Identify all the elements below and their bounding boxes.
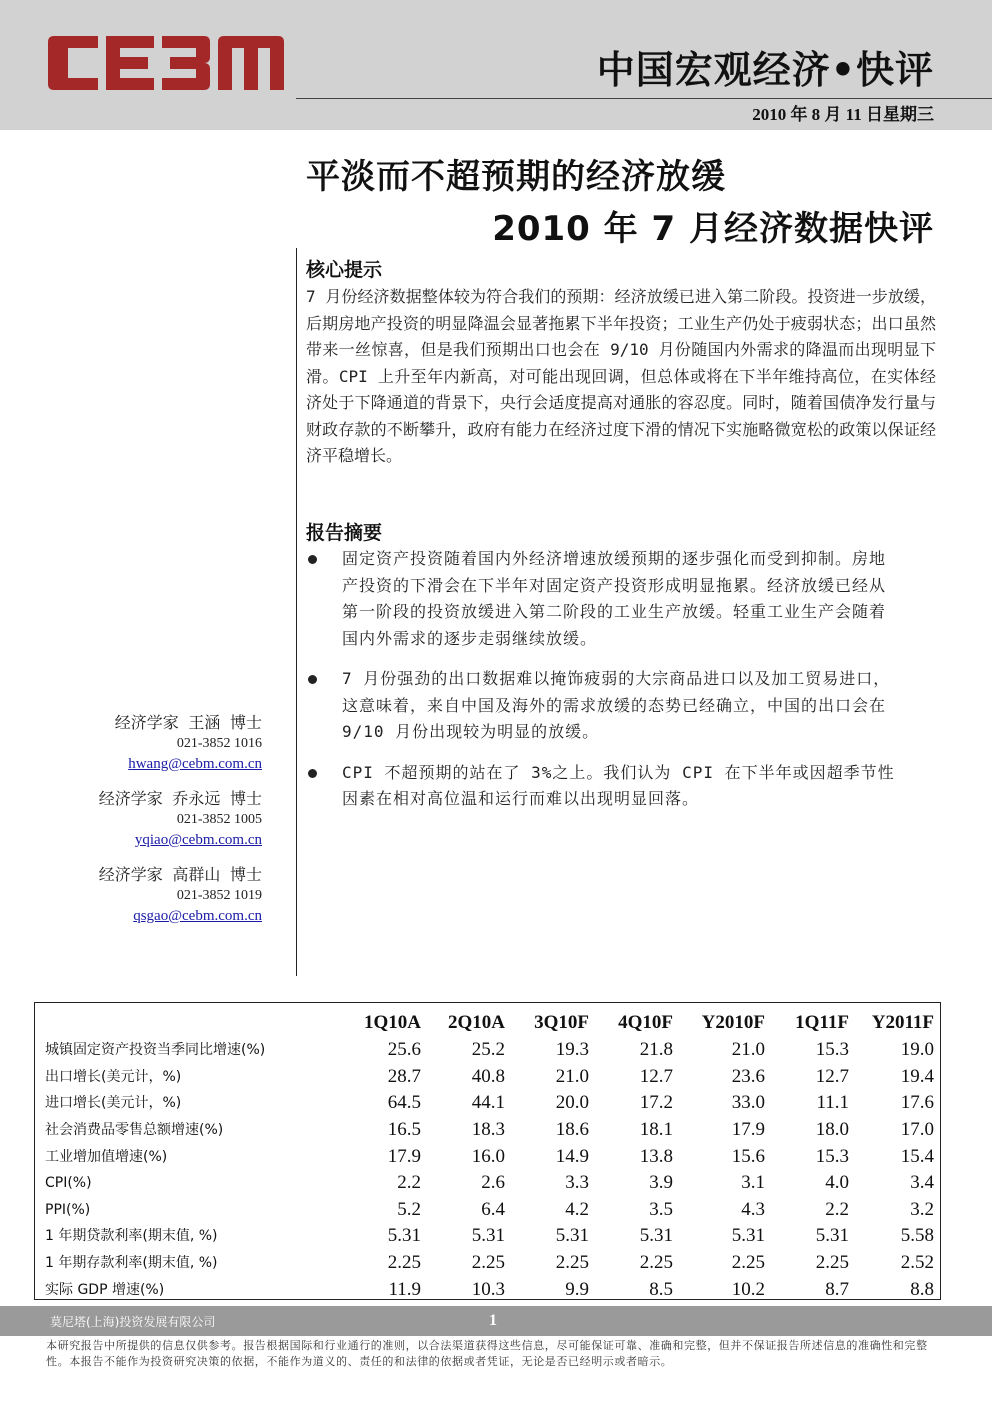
table-cell: 17.9 — [731, 1119, 765, 1141]
author-phone: 021-3852 1005 — [176, 812, 262, 827]
table-cell: 21.0 — [555, 1065, 589, 1087]
table-row — [35, 1064, 940, 1091]
publication-title: 中国宏观经济•快评 — [596, 48, 934, 92]
author-name: 经济学家 高群山 博士 — [98, 865, 262, 884]
table-cell: 19.0 — [900, 1039, 934, 1061]
table-cell: 25.6 — [387, 1039, 421, 1061]
table-cell: 2.25 — [639, 1252, 673, 1274]
table-row — [35, 1223, 940, 1250]
column-header — [35, 1009, 335, 1037]
footer-company: 莫尼塔(上海)投资发展有限公司 — [50, 1315, 216, 1329]
table-cell: 18.3 — [471, 1119, 505, 1141]
core-heading: 核心提示 — [306, 259, 383, 281]
table-cell: 2.6 — [481, 1172, 505, 1194]
table-cell: 25.2 — [471, 1039, 505, 1061]
report-subtitle: 2010 年 7 月经济数据快评 — [492, 209, 934, 249]
table-cell: 10.2 — [731, 1278, 765, 1300]
bullet-icon — [308, 555, 317, 564]
table-cell: 16.5 — [387, 1119, 421, 1141]
report-title: 平淡而不超预期的经济放缓 — [306, 157, 726, 197]
row-label: 1 年期贷款利率(期末值, %) — [45, 1228, 218, 1245]
table-cell: 8.7 — [825, 1278, 849, 1300]
table-cell: 21.8 — [639, 1039, 673, 1061]
author-card — [22, 788, 262, 850]
table-cell: 18.0 — [815, 1119, 849, 1141]
column-header: 3Q10F — [534, 1012, 589, 1033]
row-label: 实际 GDP 增速(%) — [45, 1281, 165, 1298]
author-email-link[interactable]: yqiao@cebm.com.cn — [134, 832, 262, 848]
table-cell: 23.6 — [731, 1065, 765, 1087]
row-label: CPI(%) — [45, 1175, 92, 1192]
disclaimer-text: 本研究报告中所提供的信息仅供参考。报告根据国际和行业通行的准则，以合法渠道获得这些信息，尽可能保证可靠、准确和完整，但并不保证报告所述信息的准确性和完整性。本报告不能作为投资研究决策的依据，不能作为道义的、责任的和法律的依据或者凭证，无论是否已经明示或者暗示。 — [46, 1339, 928, 1368]
table-row — [35, 1143, 940, 1170]
table-row — [35, 1090, 940, 1117]
table-cell: 15.6 — [731, 1145, 765, 1167]
table-cell: 8.8 — [910, 1278, 934, 1300]
table-cell: 3.1 — [741, 1172, 765, 1194]
table-cell: 15.3 — [815, 1039, 849, 1061]
table-cell: 9.9 — [565, 1278, 589, 1300]
table-cell: 5.31 — [387, 1225, 421, 1247]
table-cell: 5.31 — [815, 1225, 849, 1247]
table-cell: 16.0 — [471, 1145, 505, 1167]
row-label: PPI(%) — [45, 1201, 91, 1218]
forecast-table — [35, 1009, 940, 1303]
bullet-text: 7 月份强劲的出口数据难以掩饰疲弱的大宗商品进口以及加工贸易进口，这意味着，来自中国及海外的需求放缓的态势已经确立，中国的出口会在 9/10 月份出现较为明显的放缓。 — [342, 669, 891, 741]
table-cell: 20.0 — [555, 1092, 589, 1114]
table-cell: 19.3 — [555, 1039, 589, 1061]
table-cell: 17.9 — [387, 1145, 421, 1167]
table-cell: 3.3 — [565, 1172, 589, 1194]
table-cell: 5.31 — [639, 1225, 673, 1247]
author-name: 经济学家 乔永远 博士 — [98, 789, 262, 808]
table-cell: 28.7 — [387, 1065, 421, 1087]
table-cell: 5.31 — [555, 1225, 589, 1247]
column-header: Y2010F — [701, 1012, 765, 1033]
cebm-logo — [46, 28, 288, 98]
bullet-icon — [308, 769, 317, 778]
table-cell: 11.1 — [816, 1092, 849, 1114]
table-cell: 44.1 — [471, 1092, 505, 1114]
table-cell: 15.3 — [815, 1145, 849, 1167]
author-list — [22, 712, 262, 940]
column-header: 2Q10A — [448, 1012, 505, 1033]
row-label: 1 年期存款利率(期末值, %) — [45, 1255, 218, 1272]
author-name: 经济学家 王涵 博士 — [114, 713, 262, 732]
table-cell: 2.52 — [900, 1252, 934, 1274]
column-divider — [296, 248, 297, 976]
header-divider — [296, 98, 992, 99]
table-cell: 17.0 — [900, 1119, 934, 1141]
list-item — [306, 760, 902, 813]
table-cell: 5.2 — [397, 1198, 421, 1220]
author-card — [22, 712, 262, 774]
table-cell: 64.5 — [387, 1092, 421, 1114]
table-cell: 21.0 — [731, 1039, 765, 1061]
column-header: 1Q10A — [364, 1012, 421, 1033]
table-cell: 17.2 — [639, 1092, 673, 1114]
table-cell: 40.8 — [471, 1065, 505, 1087]
bullet-text: CPI 不超预期的站在了 3%之上。我们认为 CPI 在下半年或因超季节性因素在相对高位温和运行而难以出现明显回落。 — [342, 762, 895, 808]
table-cell: 12.7 — [815, 1065, 849, 1087]
table-cell: 4.2 — [565, 1198, 589, 1220]
forecast-table-frame — [34, 1002, 941, 1300]
bullet-text: 固定资产投资随着国内外经济增速放缓预期的逐步强化而受到抑制。房地产投资的下滑会在下半年对固定资产投资形成明显拖累。经济放缓已经从第一阶段的投资放缓进入第二阶段的工业生产放缓。轻重工业生产会随着国内外需求的逐步走弱继续放缓。 — [342, 549, 887, 648]
table-cell: 14.9 — [555, 1145, 589, 1167]
list-item — [306, 666, 902, 746]
table-cell: 18.1 — [639, 1119, 673, 1141]
table-cell: 15.4 — [900, 1145, 934, 1167]
row-label: 社会消费品零售总额增速(%) — [45, 1122, 224, 1139]
row-label: 城镇固定资产投资当季同比增速(%) — [45, 1042, 266, 1059]
summary-heading: 报告摘要 — [306, 522, 383, 544]
list-item — [306, 546, 902, 652]
table-row — [35, 1250, 940, 1277]
author-card — [22, 864, 262, 926]
table-row — [35, 1276, 940, 1303]
author-phone: 021-3852 1016 — [176, 736, 262, 751]
table-cell: 2.2 — [397, 1172, 421, 1194]
row-label: 进口增长(美元计，%) — [45, 1095, 182, 1112]
author-email-link[interactable]: hwang@cebm.com.cn — [128, 756, 262, 772]
table-cell: 6.4 — [481, 1198, 505, 1220]
table-cell: 3.5 — [649, 1198, 673, 1220]
publication-date: 2010 年 8 月 11 日星期三 — [752, 105, 934, 124]
author-phone: 021-3852 1019 — [176, 888, 262, 903]
table-cell: 12.7 — [639, 1065, 673, 1087]
table-cell: 5.58 — [900, 1225, 934, 1247]
table-cell: 2.25 — [555, 1252, 589, 1274]
page-number: 1 — [489, 1312, 497, 1329]
table-cell: 2.25 — [731, 1252, 765, 1274]
column-header: 4Q10F — [618, 1012, 673, 1033]
table-cell: 4.3 — [741, 1198, 765, 1220]
table-cell: 11.9 — [388, 1278, 421, 1300]
table-row — [35, 1117, 940, 1144]
table-cell: 5.31 — [731, 1225, 765, 1247]
table-cell: 33.0 — [731, 1092, 765, 1114]
row-label: 出口增长(美元计，%) — [45, 1068, 182, 1085]
table-cell: 10.3 — [471, 1278, 505, 1300]
row-label: 工业增加值增速(%) — [45, 1148, 168, 1165]
table-cell: 3.4 — [910, 1172, 934, 1194]
column-header: 1Q11F — [795, 1012, 849, 1033]
summary-list — [306, 546, 902, 827]
table-cell: 18.6 — [555, 1119, 589, 1141]
table-cell: 13.8 — [639, 1145, 673, 1167]
table-cell: 2.25 — [471, 1252, 505, 1274]
column-header: Y2011F — [871, 1012, 934, 1033]
table-cell: 2.25 — [815, 1252, 849, 1274]
table-cell: 2.25 — [387, 1252, 421, 1274]
table-row — [35, 1197, 940, 1224]
core-summary-text: 7 月份经济数据整体较为符合我们的预期：经济放缓已进入第二阶段。投资进一步放缓，后期房地产投资的明显降温会显著拖累下半年投资；工业生产仍处于疲弱状态；出口虽然带来一丝惊喜，但是我们预期出口也会在 9/10 月份随国内外需求的降温而出现明显下滑。CPI 上升至年内新高，对可能出现回调，但总体或将在下半年维持高位，在实体经济处于下降通道的背景下，央行会适度提高对通胀的容忍度。同时，随着国债净发行量与财政存款的不断攀升，政府有能力在经济过度下滑的情况下实施略微宽松的政策以保证经济平稳增长。 — [306, 287, 936, 465]
table-cell: 5.31 — [471, 1225, 505, 1247]
table-cell: 3.2 — [910, 1198, 934, 1220]
table-cell: 3.9 — [649, 1172, 673, 1194]
table-cell: 17.6 — [900, 1092, 934, 1114]
bullet-icon — [308, 675, 317, 684]
table-row — [35, 1037, 940, 1064]
table-row — [35, 1170, 940, 1197]
table-cell: 4.0 — [825, 1172, 849, 1194]
author-email-link[interactable]: qsgao@cebm.com.cn — [133, 908, 262, 924]
table-cell: 2.2 — [825, 1198, 849, 1220]
table-cell: 19.4 — [900, 1065, 934, 1087]
table-cell: 8.5 — [649, 1278, 673, 1300]
table-header-row — [35, 1009, 940, 1037]
